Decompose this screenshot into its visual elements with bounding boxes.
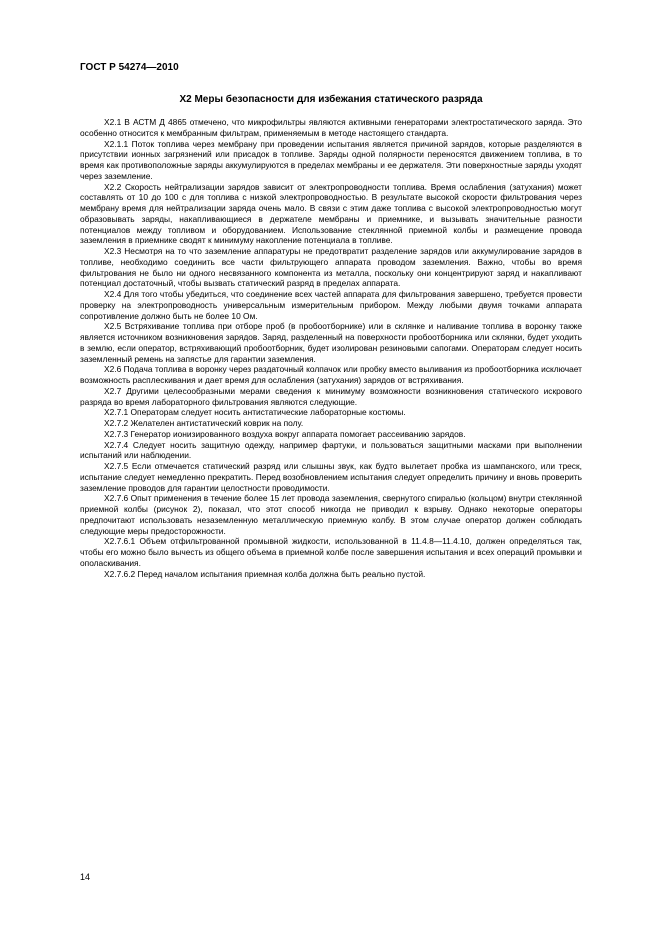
paragraph-x2-7-2: X2.7.2 Желателен антистатический коврик на полу. [104,418,304,428]
paragraph-x2-3: X2.3 Несмотря на то что заземление аппаратуры не предотвратит разделение зарядов или аккумулирование зарядов в топливе, необходимо соединить все части фильтрующего аппарата проводом заземления. Важно, чтобы во время фильтрования не было ни одного несвязанного компонента из металла, поскольку они концентрируют заряд и накапливают потенциал достаточный, чтобы вызвать статический разряд в пределах аппарата. [80,246,582,289]
paragraph-x2-7-6-1: X2.7.6.1 Объем отфильтрованной промывной жидкости, использованной в 11.4.8—11.4.10, должен определяться так, чтобы его можно было вычесть из общего объема в приемной колбе после завершения испытания и всех операций промывки и ополаскивания. [80,536,582,568]
paragraph-x2-7-6: X2.7.6 Опыт применения в течение более 15 лет провода заземления, свернутого спиралью (кольцом) внутри стеклянной приемной колбы (рисунок 2), показал, что этот способ никогда не приводил к взрыву. Однако некоторые операторы предпочитают использовать незаземленную металлическую приемную колбу. В этом случае оператор должен соблюдать следующие меры предосторожности. [80,493,582,536]
paragraph-x2-7-3: X2.7.3 Генератор ионизированного воздуха вокруг аппарата помогает рассеиванию зарядов. [104,428,466,439]
paragraph-x2-6: X2.6 Подача топлива в воронку через раздаточный колпачок или пробку вместо выливания из пробоотборника исключает возможность расплескивания и дает время для ослабления (затухания) зарядов от встряхивания. [80,364,582,385]
paragraph-x2-1: X2.1 В АСТМ Д 4865 отмечено, что микрофильтры являются активными генераторами электростатического заряда. Это особенно относится к мембранным фильтрам, применяемым в методе настоящего стандарта. [80,117,582,138]
section-body [80,117,582,579]
paragraph-x2-7-5: X2.7.5 Если отмечается статический разряд или слышны звук, как будто вылетает пробка из шампанского, или треск, испытание следует немедленно прекратить. Перед возобновлением испытания следует определить причину и вновь проверить заземление проводов для гарантии целостности проводимости. [80,461,582,493]
section-title: X2 Меры безопасности для избежания статического разряда [179,94,483,105]
paragraph-x2-5: X2.5 Встряхивание топлива при отборе проб (в пробоотборнике) или в склянке и наливание топлива в воронку также является источником возникновения зарядов. Заряд, разделенный на поверхности пробоотборника или склянки, будет уходить в землю, если оператор, встряхивающий пробоотборник, будет изолирован резиновыми сапогами. Операторам следует носить заземленный ремень на запястье для гарантии заземления. [80,321,582,364]
paragraph-x2-7-1: X2.7.1 Операторам следует носить антистатические лабораторные костюмы. [104,407,406,418]
paragraph-x2-7-6-2: X2.7.6.2 Перед началом испытания приемная колба должна быть реально пустой. [104,568,426,579]
paragraph-x2-2: X2.2 Скорость нейтрализации зарядов зависит от электропроводности топлива. Время ослабления (затухания) может составлять от 10 до 100 с для топлива с низкой электропроводностью. В результате высокой скорости фильтрования через мембрану время для нейтрализации заряда очень мало. В связи с этим даже топлива с высокой электропроводностью могут образовывать заряды, накапливающиеся в держателе мембраны и приемнике, и вызывать значительные разности потенциалов между топливом и оборудованием. Использование стеклянной приемной колбы и размещение провода заземления в приемнике сводят к минимуму накопление потенциала в топливе. [80,181,582,246]
paragraph-x2-1-1: X2.1.1 Поток топлива через мембрану при проведении испытания является причиной зарядов, которые разделяются в присутствии ионных загрязнений или присадок в топливе. Заряды одной полярности переносятся движением топлива, в то время как противоположные заряды аккумулируются в пределах мембраны и ее держателя. Эти поверхностные заряды уходят через заземление. [80,138,582,181]
paragraph-x2-7-4: X2.7.4 Следует носить защитную одежду, например фартуки, и пользоваться защитными масками при выполнении испытаний или наблюдении. [80,439,582,461]
paragraph-x2-7: X2.7 Другими целесообразными мерами сведения к минимуму возможности возникновения статического искрового разряда во время лабораторного фильтрования являются следующие. [80,385,582,407]
page-number: 14 [80,872,91,882]
document-header: ГОСТ Р 54274—2010 [80,62,179,73]
paragraph-x2-4: X2.4 Для того чтобы убедиться, что соединение всех частей аппарата для фильтрования завершено, требуется провести проверку на электропроводность универсальным измерительным прибором. Между любыми двумя точками аппарата сопротивление должно быть не более 10 Ом. [80,289,582,321]
